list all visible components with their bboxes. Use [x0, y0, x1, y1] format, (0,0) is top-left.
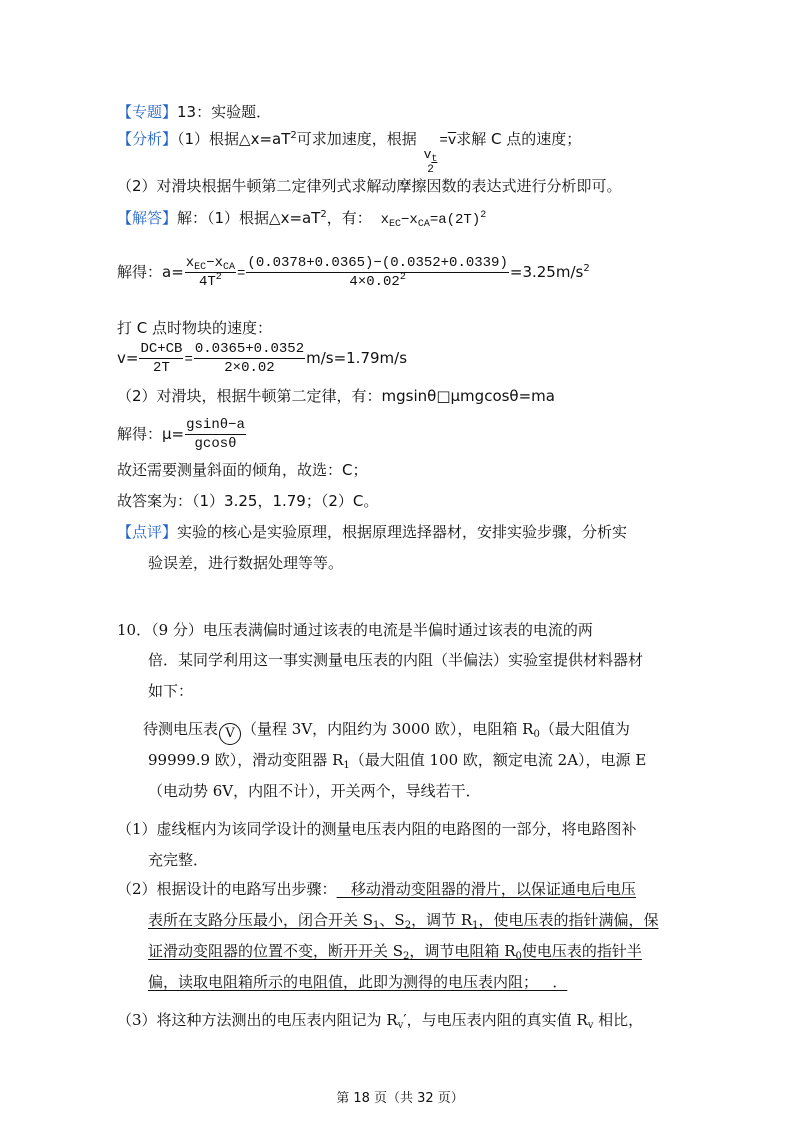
analysis-tag: 【分析】	[117, 130, 178, 148]
step2-line-1	[117, 879, 636, 899]
analysis-sup: 2	[290, 130, 297, 141]
analysis-text-b: 可求加速度，根据	[296, 130, 417, 148]
analysis-line-1	[117, 129, 581, 176]
vt-fraction	[423, 146, 439, 176]
step3-text-b: ′，与电压表内阻的真实值 R	[403, 1011, 588, 1029]
step1-line-1: （1）虚线框内为该同学设计的测量电压表内阻的电路图的一部分，将电路图补	[117, 820, 637, 838]
r1-sub: 1	[343, 760, 350, 771]
mu-fraction	[185, 416, 246, 453]
a-den-sup: 2	[215, 272, 222, 283]
r0-sub: 0	[533, 729, 540, 740]
eq-x: x	[380, 212, 389, 228]
eq-ec: EC	[388, 219, 401, 230]
a-eq: =	[237, 266, 246, 282]
q10-line-1: 10．（9 分）电压表满偏时通过该表的电流是半偏时通过该表的电流的两	[117, 621, 593, 639]
step2-text-f: ，调节电阻箱 R	[409, 942, 516, 960]
comment-tag: 【点评】	[117, 523, 178, 541]
v-den: 2T	[153, 360, 170, 376]
a-num2: (0.0378+0.0365)−(0.0352+0.0339)	[247, 255, 508, 271]
r1-sub-2: 1	[472, 920, 479, 931]
delta-x-equation	[381, 212, 487, 228]
analysis-text-c: 求解 C 点的速度；	[456, 130, 582, 148]
solution-mu-line	[117, 416, 247, 453]
rv-sub-1: v	[397, 1020, 404, 1031]
a-num-x: x	[185, 255, 195, 271]
step2-text-d: ，使电压表的指针满偏，保	[478, 911, 659, 929]
voltmeter-icon: V	[219, 723, 241, 745]
solution-text-b: ，有：	[326, 209, 372, 227]
a-num-minus: −x	[206, 255, 223, 271]
comment-line-1	[117, 522, 627, 542]
q10-line-2: 倍．某同学利用这一事实测量电压表的内阻（半偏法）实验室提供材料器材	[148, 651, 644, 669]
page-footer: 第 18 页（共 32 页）	[336, 1091, 464, 1106]
step2-line-2	[148, 910, 659, 930]
step2-line-4	[148, 972, 567, 992]
materials-line-2	[148, 750, 646, 770]
vt-sub: t	[431, 154, 438, 165]
a-prefix: 解得：a=	[117, 263, 184, 281]
a-den2: 4×0.02	[349, 274, 400, 290]
v-prefix: v=	[117, 349, 139, 367]
solution-a-line	[117, 254, 590, 291]
step2-answer-1: 移动滑动变阻器的滑片，以保证通电后电压	[336, 880, 636, 898]
solution-part2: （2）对滑块，根据牛顿第二定律，有：mgsinθ□μmgcosθ=ma	[117, 387, 555, 405]
step2-prefix: （2）根据设计的电路写出步骤：	[117, 880, 337, 898]
step2-end: ．	[538, 973, 568, 991]
answer-line: 故答案为：（1）3.25，1.79；（2）C。	[117, 492, 379, 510]
eq-ca: CA	[417, 219, 430, 230]
solution-v-line	[117, 340, 407, 377]
mu-num: gsinθ−a	[186, 417, 245, 433]
step2-text-e: 证滑动变阻器的位置不变，断开开关 S	[148, 942, 404, 960]
mu-den: gcosθ	[194, 436, 237, 452]
step3-line	[117, 1010, 643, 1030]
vt-symbol: v	[423, 147, 432, 162]
step2-text-c: ，调节 R	[411, 911, 473, 929]
a-den2-sup: 2	[399, 272, 406, 283]
analysis-text-a: （1）根据△x=aT	[177, 130, 291, 148]
eq-minus: −x	[401, 212, 418, 228]
v-result: m/s=1.79m/s	[306, 349, 408, 367]
topic-line	[117, 102, 271, 122]
v-num2: 0.0365+0.0352	[194, 341, 305, 357]
materials-text-c: 99999.9 欧），滑动变阻器 R	[148, 751, 344, 769]
r0-sub-2: 0	[515, 951, 522, 962]
v-num: DC+CB	[140, 341, 183, 357]
vbar-eq: =	[439, 133, 448, 149]
a-fraction-2	[246, 254, 508, 291]
a-fraction-1	[185, 254, 236, 291]
vt-den: 2	[427, 164, 434, 176]
solution-line-1	[117, 208, 486, 230]
v-fraction-1	[139, 340, 183, 377]
step2-text-a: 表所在支路分压最小，闭合开关 S	[148, 911, 374, 929]
materials-text-b: （最大阻值为	[539, 720, 630, 738]
vbar-symbol: $\overline{v}$	[447, 133, 457, 149]
step2-line-3	[148, 941, 642, 961]
topic-text: 13：实验题．	[177, 103, 272, 121]
solution-sup-a: 2	[320, 209, 327, 220]
eq-rhs-sup: 2	[480, 210, 487, 221]
a-result: =3.25m/s	[509, 263, 584, 281]
solution-text-a: 解：（1）根据△x=aT	[177, 209, 321, 227]
q10-line-3: 如下：	[148, 682, 194, 700]
comment-text-1: 实验的核心是实验原理，根据原理选择器材，安排实验步骤，分析实	[177, 523, 628, 541]
s2-sub: 2	[404, 920, 412, 931]
a-den: 4T	[198, 274, 216, 290]
materials-text-a: （量程 3V，内阻约为 3000 欧），电阻箱 R	[242, 720, 534, 738]
analysis-line-2: （2）对滑块根据牛顿第二定律列式求解动摩擦因数的表达式进行分析即可。	[117, 177, 622, 195]
materials-line-1	[143, 719, 630, 745]
materials-line-3: （电动势 6V，内阻不计），开关两个，导线若干．	[148, 782, 481, 800]
mu-prefix: 解得：μ=	[117, 425, 185, 443]
need-measure-line: 故还需要测量斜面的倾角，故选：C；	[117, 461, 368, 479]
a-result-sup: 2	[583, 263, 590, 274]
step2-text-g: 使电压表的指针半	[521, 942, 642, 960]
a-num-ec: EC	[194, 262, 207, 273]
s2-sub-2: 2	[403, 951, 410, 962]
eq-rhs: =a(2T)	[429, 212, 481, 228]
v-fraction-2	[194, 340, 305, 377]
solution-tag: 【解答】	[117, 209, 178, 227]
materials-prefix: 待测电压表	[143, 720, 219, 738]
step3-text-c: 相比，	[593, 1011, 644, 1029]
step2-text-b: 、S	[379, 911, 405, 929]
topic-tag: 【专题】	[117, 103, 178, 121]
v-eq: =	[184, 352, 193, 368]
step2-text-h: 偏，读取电阻箱所示的电阻值，此即为测得的电压表内阻；	[148, 973, 539, 991]
v-den2: 2×0.02	[224, 360, 275, 376]
step1-line-2: 充完整．	[148, 851, 209, 869]
step3-text-a: （3）将这种方法测出的电压表内阻记为 R	[117, 1011, 398, 1029]
a-num-ca: CA	[223, 262, 236, 273]
rv-sub-2: v	[587, 1020, 594, 1031]
materials-text-d: （最大阻值 100 欧，额定电流 2A），电源 E	[349, 751, 647, 769]
s1-sub: 1	[373, 920, 380, 931]
c-velocity-intro: 打 C 点时物块的速度：	[117, 319, 273, 337]
comment-line-2: 验误差，进行数据处理等等。	[148, 554, 344, 572]
